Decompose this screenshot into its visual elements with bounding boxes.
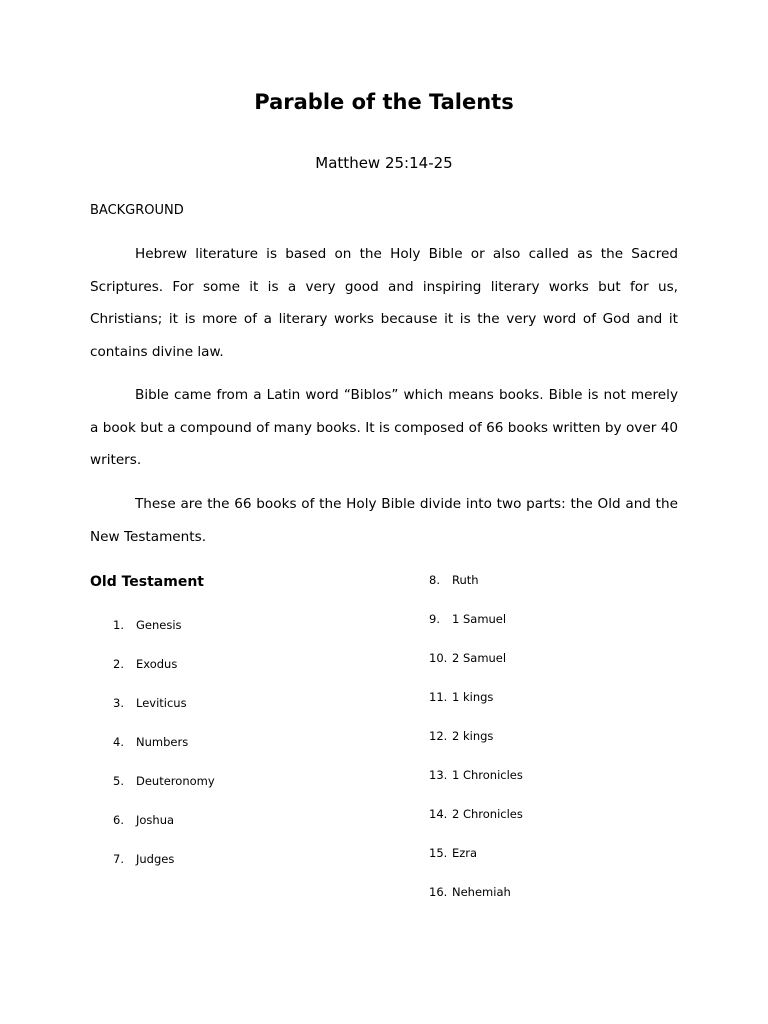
list-item-label: 1 Samuel [452, 612, 507, 626]
list-item-number: 7. [113, 852, 124, 866]
list-item-label: Ruth [452, 573, 479, 587]
list-item [113, 733, 215, 772]
list-item [113, 772, 215, 811]
list-item-label: 2 Chronicles [452, 807, 523, 821]
list-item-number: 13. [429, 768, 448, 782]
list-item [113, 694, 215, 733]
list-item-number: 3. [113, 696, 124, 710]
list-item-label: Numbers [136, 735, 189, 749]
list-item [113, 850, 215, 889]
section-heading-background: BACKGROUND [90, 203, 184, 218]
list-item [113, 655, 215, 694]
list-item-number: 9. [429, 612, 440, 626]
list-item [429, 727, 523, 766]
list-item [113, 616, 215, 655]
list-item-label: Exodus [136, 657, 178, 671]
paragraph-bible-origin: Bible came from a Latin word “Biblos” which means books. Bible is not merely a book but a compound of many books. It is composed of 66 books written by over 40 writers. [90, 387, 678, 468]
list-item [429, 649, 523, 688]
list-item [429, 610, 523, 649]
list-item-label: Leviticus [136, 696, 187, 710]
old-testament-heading: Old Testament [90, 574, 204, 590]
list-item-label: 1 kings [452, 690, 494, 704]
list-item [429, 844, 523, 883]
list-item-number: 11. [429, 690, 448, 704]
list-item [429, 571, 523, 610]
list-item-label: Deuteronomy [136, 774, 215, 788]
list-item-number: 14. [429, 807, 448, 821]
list-item [429, 688, 523, 727]
list-item-label: Judges [136, 852, 175, 866]
book-list-left [113, 616, 215, 889]
list-item-number: 10. [429, 651, 448, 665]
list-item-number: 5. [113, 774, 124, 788]
paragraph-66-books: These are the 66 books of the Holy Bible divide into two parts: the Old and the New Testaments. [90, 496, 678, 545]
list-item [429, 766, 523, 805]
list-item [429, 805, 523, 844]
list-item-number: 4. [113, 735, 124, 749]
document-subtitle: Matthew 25:14-25 [315, 154, 453, 172]
list-item-label: 2 Samuel [452, 651, 507, 665]
document-title: Parable of the Talents [254, 90, 514, 114]
list-item-label: 2 kings [452, 729, 494, 743]
list-item-number: 15. [429, 846, 448, 860]
list-item-number: 8. [429, 573, 440, 587]
list-item-label: Ezra [452, 846, 478, 860]
list-item-number: 16. [429, 885, 448, 899]
list-item-number: 1. [113, 618, 124, 632]
list-item-label: 1 Chronicles [452, 768, 523, 782]
list-item-label: Nehemiah [452, 885, 511, 899]
list-item [429, 883, 523, 922]
book-list-right [429, 571, 523, 922]
list-item-number: 6. [113, 813, 124, 827]
list-item-number: 2. [113, 657, 124, 671]
list-item-label: Joshua [136, 813, 175, 827]
list-item-label: Genesis [136, 618, 182, 632]
paragraph-hebrew-literature: Hebrew literature is based on the Holy Bible or also called as the Sacred Scriptures. For some it is a very good and inspiring literary works but for us, Christians; it is more of a literary works because it is the very word of God and it contains divine law. [90, 246, 678, 360]
list-item [113, 811, 215, 850]
list-item-number: 12. [429, 729, 448, 743]
